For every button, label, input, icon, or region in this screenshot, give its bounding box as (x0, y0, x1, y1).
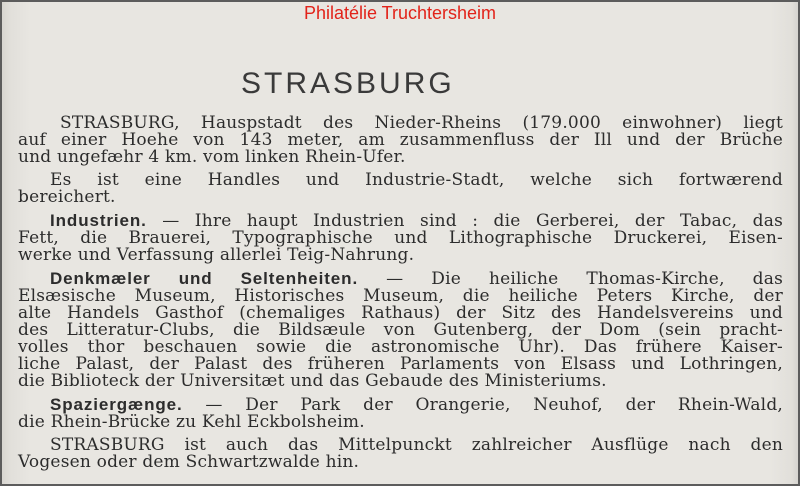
text-line: liche Palast, der Palast des früheren Parlaments von Elsass und Lothringen, (18, 354, 783, 374)
page-title: STRASBURG (241, 67, 455, 100)
paragraph-monuments (18, 270, 783, 390)
watermark-label: Philatélie Truchtersheim (303, 3, 497, 23)
text-line: STRASBURG ist auch das Mittelpunckt zahlreicher Ausflüge nach den (50, 435, 783, 455)
paragraph-walks (18, 396, 783, 431)
text-line-body: — Der Park der Orangerie, Neuhof, der Rhein-Wald, (205, 395, 784, 415)
paragraph-industries (18, 212, 783, 264)
text-line: die Rhein-Brücke zu Kehl Eckbolsheim. (18, 412, 365, 432)
text-line: des Litteratur-Clubs, die Bildsæule von Gutenberg, der Dom (sein pracht- (18, 320, 783, 340)
text-line: STRASBURG, Hauspstadt des Nieder-Rheins (179.000 einwohner) liegt (60, 113, 783, 133)
text-line: Fett, die Brauerei, Typographische und Lithographische Druckerei, Eisen- (18, 228, 783, 248)
paragraph-commerce (18, 172, 783, 206)
text-line: volles thor beschauen sowie die astronomische Uhr). Das frühere Kaiser- (18, 337, 783, 357)
text-line: Elsæsische Museum, Historisches Museum, die heiliche Peters Kirche, der (18, 286, 783, 306)
text-line: bereichert. (18, 187, 116, 207)
text-line-body: — Die heiliche Thomas-Kirche, das (386, 269, 784, 289)
text-line: und ungefæhr 4 km. vom linken Rhein-Ufer. (18, 147, 406, 167)
paragraph-excursions (18, 437, 783, 471)
text-line: Vogesen oder dem Schwartzwalde hin. (18, 452, 360, 472)
section-heading: Spaziergænge. (50, 395, 183, 414)
text-line: alte Handels Gasthof (chemaliges Rathaus) der Sitz des Handelsvereins und (18, 303, 783, 323)
text-line: auf einer Hoehe von 143 meter, am zusammenfluss der Ill und der Brüche (18, 130, 783, 150)
text-line-body: — Ihre haupt Industrien sind : die Gerberei, der Tabac, das (162, 211, 783, 231)
text-line: die Biblioteck der Universitæt und das Gebaude des Ministeriums. (18, 371, 607, 391)
section-heading: Denkmæler und Seltenheiten. (50, 269, 359, 288)
section-heading: Industrien. (50, 211, 147, 230)
body-text (18, 115, 783, 471)
text-line: werke und Verfassung allerlei Teig-Nahrung. (18, 245, 415, 265)
text-line: Es ist eine Handles und Industrie-Stadt, welche sich fortwærend (50, 170, 783, 190)
paragraph-intro (18, 115, 783, 166)
